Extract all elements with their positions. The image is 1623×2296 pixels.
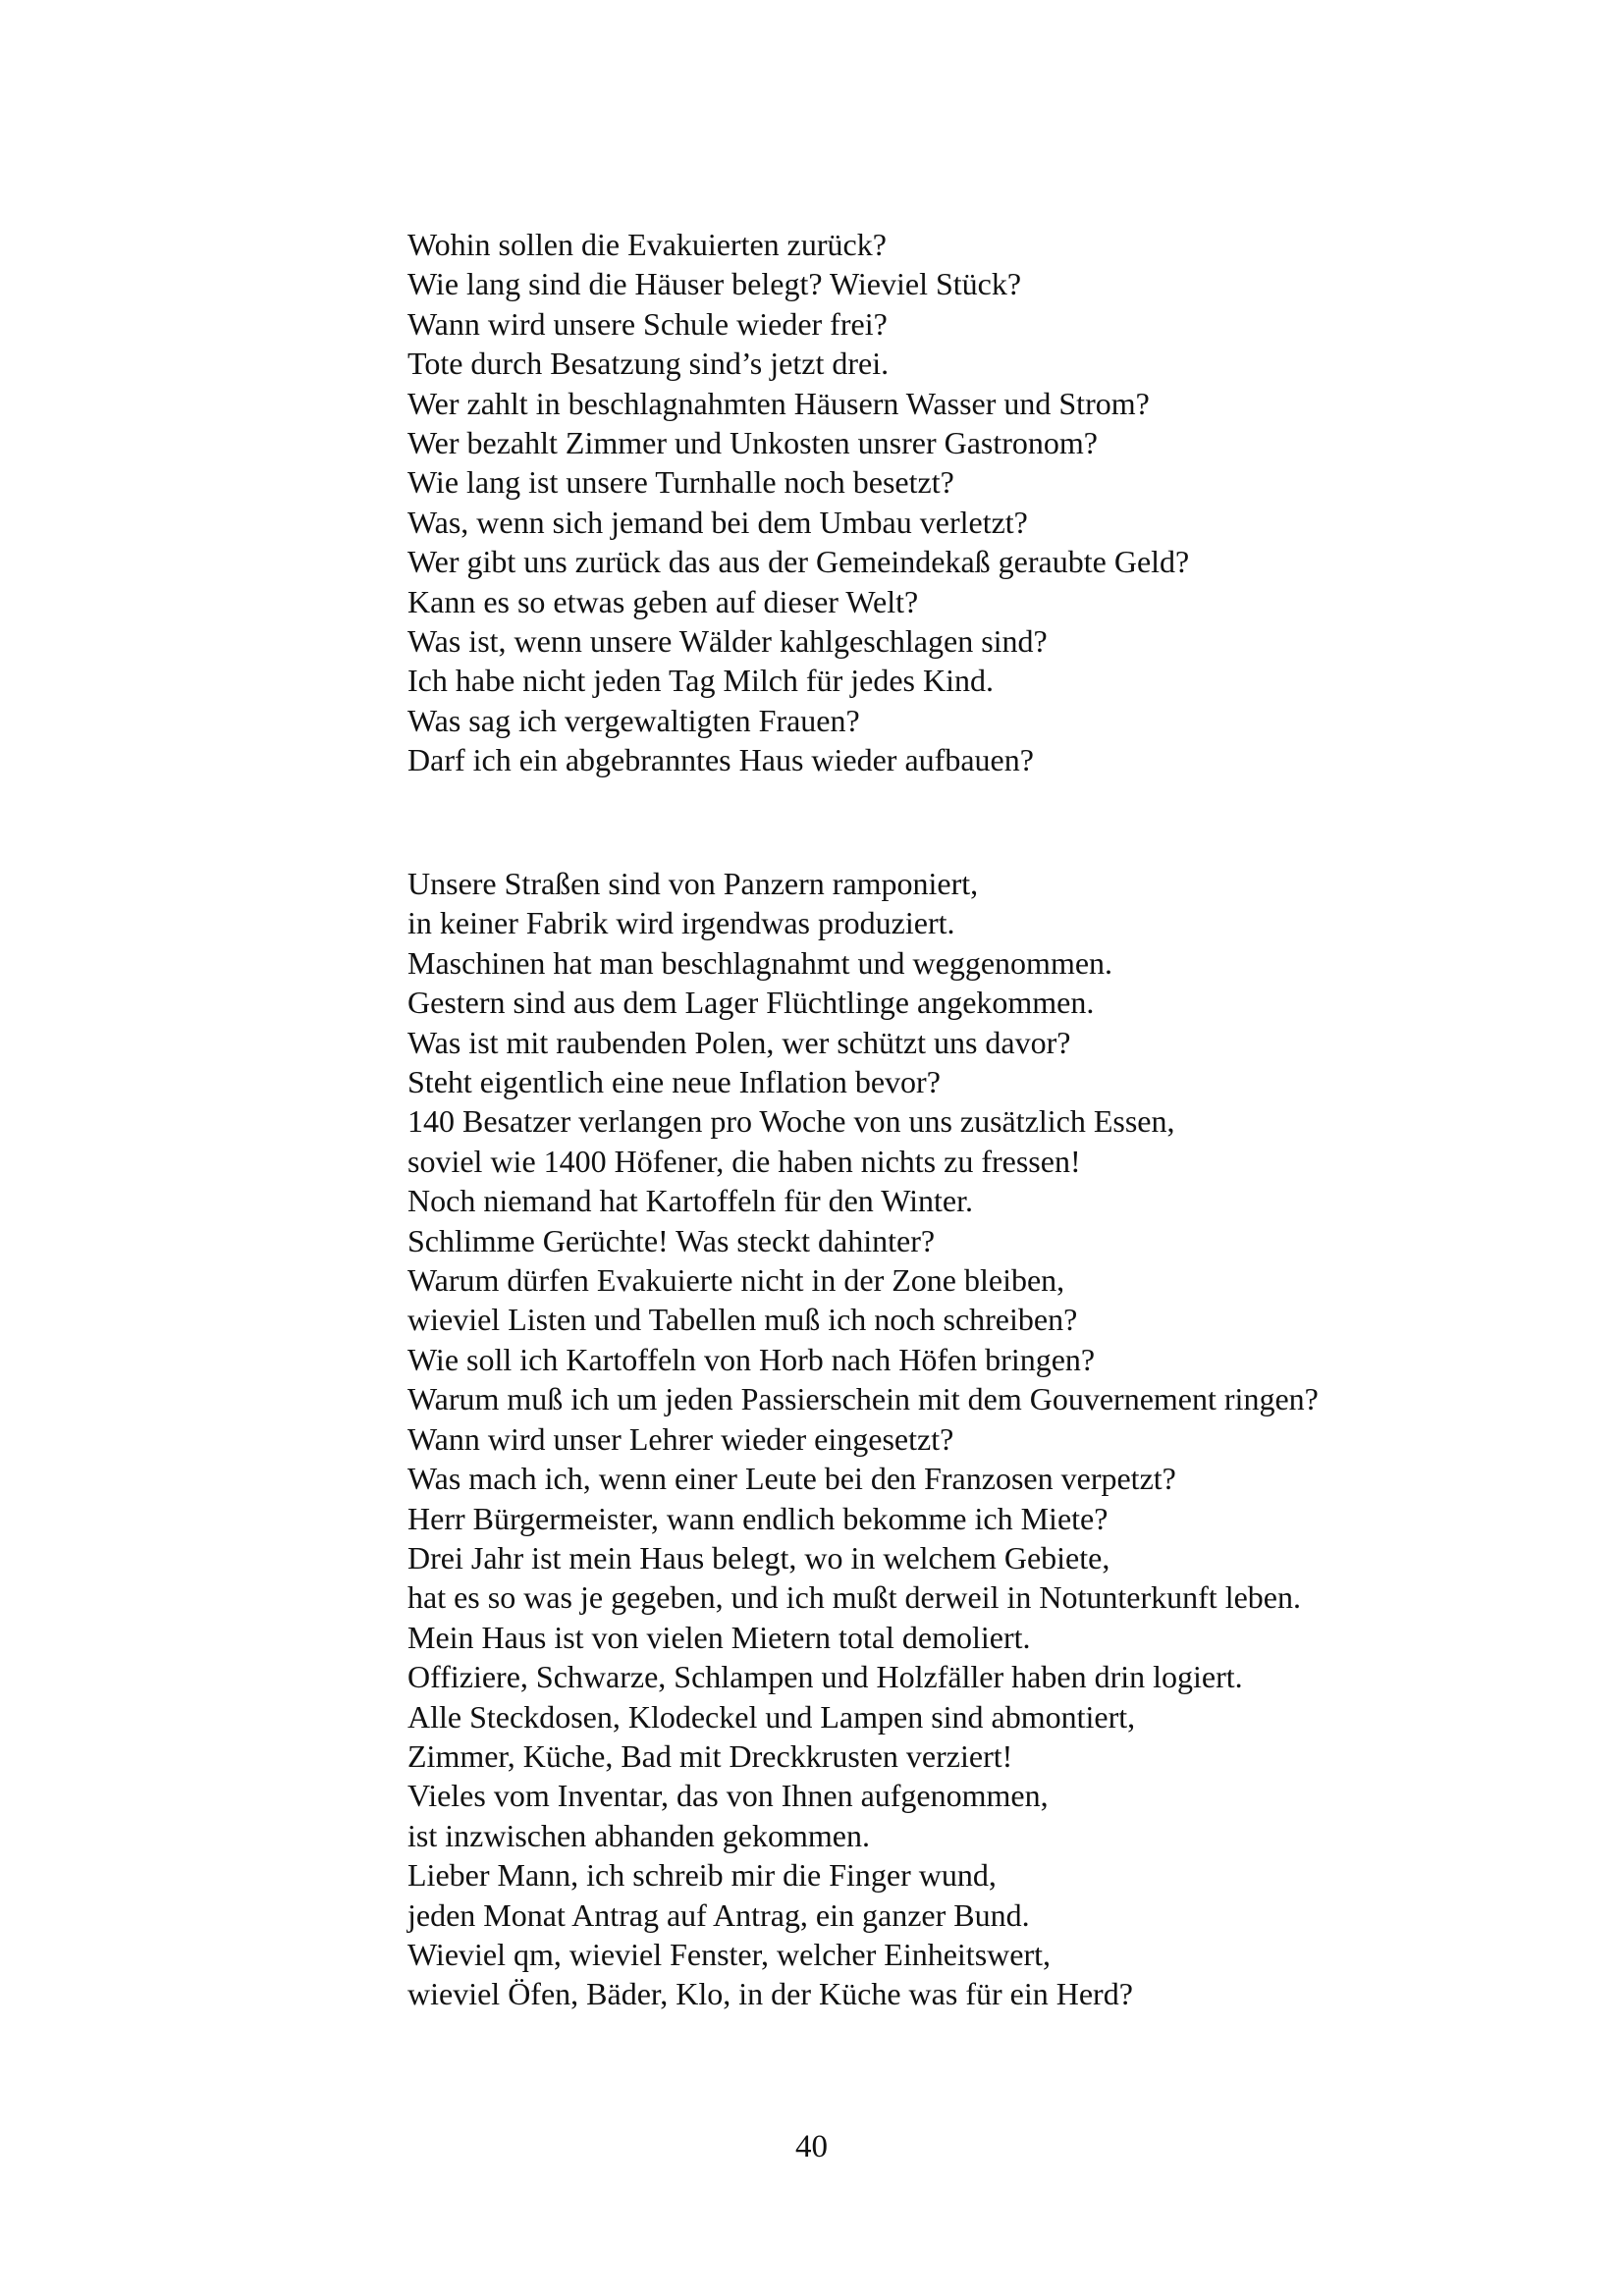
poem-line: Drei Jahr ist mein Haus belegt, wo in welchem Gebiete,: [407, 1539, 1110, 1575]
poem-line: Wie soll ich Kartoffeln von Horb nach Höfen bringen?: [407, 1341, 1096, 1377]
poem-line: Noch niemand hat Kartoffeln für den Winter.: [407, 1183, 974, 1219]
poem-line: Lieber Mann, ich schreib mir die Finger wund,: [407, 1857, 997, 1894]
poem-line: Vieles vom Inventar, das von Ihnen aufgenommen,: [407, 1778, 1049, 1814]
stanza-2: [407, 864, 1537, 2014]
poem-line: Was mach ich, wenn einer Leute bei den Franzosen verpetzt?: [407, 1461, 1176, 1497]
poem-line: Kann es so etwas geben auf dieser Welt?: [407, 583, 919, 619]
poem-line: Herr Bürgermeister, wann endlich bekomme ich Miete?: [407, 1500, 1109, 1536]
poem-line: Tote durch Besatzung sind’s jetzt drei.: [407, 346, 890, 382]
poem-line: Wer zahlt in beschlagnahmten Häusern Wasser und Strom?: [407, 385, 1150, 421]
poem-line: Wann wird unsere Schule wieder frei?: [407, 305, 888, 342]
poem-line: ist inzwischen abhanden gekommen.: [407, 1817, 870, 1853]
poem-line: Warum muß ich um jeden Passierschein mit dem Gouvernement ringen?: [407, 1381, 1319, 1417]
poem-line: Was sag ich vergewaltigten Frauen?: [407, 702, 860, 738]
poem-line: Warum dürfen Evakuierte nicht in der Zone bleiben,: [407, 1262, 1065, 1299]
poem-line: Schlimme Gerüchte! Was steckt dahinter?: [407, 1222, 936, 1258]
poem-line: soviel wie 1400 Höfener, die haben nichts zu fressen!: [407, 1143, 1081, 1179]
poem-line: Offiziere, Schwarze, Schlampen und Holzfäller haben drin logiert.: [407, 1659, 1243, 1695]
poem-line: Wieviel qm, wieviel Fenster, welcher Einheitswert,: [407, 1936, 1051, 1972]
poem-line: Zimmer, Küche, Bad mit Dreckkrusten verziert!: [407, 1737, 1013, 1774]
poem-line: Steht eigentlich eine neue Inflation bevor?: [407, 1064, 941, 1100]
poem-line: Ich habe nicht jeden Tag Milch für jedes Kind.: [407, 663, 994, 699]
poem-line: 140 Besatzer verlangen pro Woche von uns zusätzlich Essen,: [407, 1103, 1175, 1140]
poem-line: Wohin sollen die Evakuierten zurück?: [407, 227, 887, 262]
poem-line: Gestern sind aus dem Lager Flüchtlinge angekommen.: [407, 985, 1095, 1021]
poem-line: Alle Steckdosen, Klodeckel und Lampen sind abmontiert,: [407, 1698, 1136, 1735]
poem-line: Wie lang sind die Häuser belegt? Wieviel Stück?: [407, 266, 1022, 302]
poem-line: in keiner Fabrik wird irgendwas produziert.: [407, 905, 955, 941]
poem-line: wieviel Listen und Tabellen muß ich noch schreiben?: [407, 1302, 1078, 1338]
poem-line: jeden Monat Antrag auf Antrag, ein ganzer Bund.: [407, 1896, 1030, 1933]
poem-line: wieviel Öfen, Bäder, Klo, in der Küche was für ein Herd?: [407, 1976, 1133, 2012]
poem-line: hat es so was je gegeben, und ich mußt derweil in Notunterkunft leben.: [407, 1579, 1301, 1616]
poem-line: Was ist, wenn unsere Wälder kahlgeschlagen sind?: [407, 623, 1048, 660]
poem-line: Wer gibt uns zurück das aus der Gemeindekaß geraubte Geld?: [407, 544, 1190, 580]
poem-line: Wer bezahlt Zimmer und Unkosten unsrer Gastronom?: [407, 425, 1098, 461]
stanza-1: [407, 225, 1537, 780]
poem-line: Was, wenn sich jemand bei dem Umbau verletzt?: [407, 504, 1028, 540]
poem-line: Wie lang ist unsere Turnhalle noch besetzt?: [407, 464, 954, 501]
page-number: 40: [795, 2129, 828, 2164]
poem-line: Was ist mit raubenden Polen, wer schützt uns davor?: [407, 1024, 1071, 1060]
poem-line: Wann wird unser Lehrer wieder eingesetzt?: [407, 1420, 954, 1457]
poem-line: Maschinen hat man beschlagnahmt und weggenommen.: [407, 944, 1113, 981]
poem-line: Mein Haus ist von vielen Mietern total demoliert.: [407, 1619, 1031, 1655]
poem-line: Darf ich ein abgebranntes Haus wieder aufbauen?: [407, 742, 1034, 778]
poem-line: Unsere Straßen sind von Panzern ramponiert,: [407, 866, 979, 901]
